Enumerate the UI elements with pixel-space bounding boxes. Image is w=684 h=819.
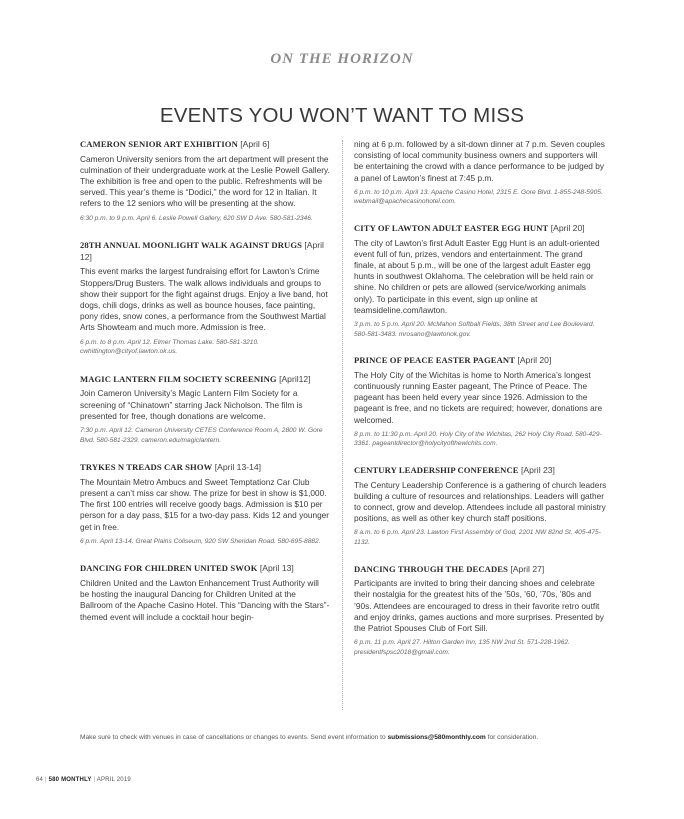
event-description: Participants are invited to bring their dancing shoes and celebrate their nostalgia for the greatest hits of the ’50s, ’60, ’70s, ’80s and ’90s. Attendees are encouraged to dress in their favorite retro outfit and enjoy drinks, games auctions and more surprises. Presented by the Patriot Spouses Club of Fort Sill. (354, 578, 604, 633)
event-dancing-through-the-decades (354, 564, 607, 658)
event-description: The Holy City of the Wichitas is home to North America’s longest continuously running Easter pageant, The Prince of Peace. The pageant has been held every year since 1926. Admission to the pageant is free, and no tickets are required; however, donations are welcomed. (354, 369, 603, 425)
event-description: Cameron University seniors from the art department will present the culmination of their undergraduate work at the Leslie Powell Gallery. The exhibition is free and open to the public. Refreshments will be served. This year’s theme is “Dodici,” the word for 12 in Italian. It refers to the 12 seniors who will be presenting at the show. (80, 153, 330, 209)
page-number: 64 (36, 777, 44, 783)
event-date: [April12] (279, 373, 311, 384)
event-details: 6:30 p.m. to 9 p.m. April 6. Leslie Powell Gallery, 620 SW D Ave. 580-581-2346. (80, 214, 313, 222)
folio-separator: | (93, 777, 96, 783)
event-description: The Century Leadership Conference is a gathering of church leaders building a culture of resources and relationships. Leaders will gather to connect, grow and develop. Attendees include all pastoral ministry positions, as well as other key church staff positions. (354, 479, 607, 524)
magazine-name: 580 MONTHLY (48, 777, 92, 783)
event-details: 6 p.m. 11 p.m. April 27. Hilton Garden Inn, 135 NW 2nd St. 571-228-1962. presidentfspsc2018@gmail.com. (354, 639, 570, 656)
event-trykes-n-treads-car-show (80, 462, 330, 546)
page-folio (36, 777, 131, 783)
issue-date: APRIL 2019 (96, 777, 131, 783)
event-dancing-for-children-continued (354, 139, 607, 207)
events-column-right (354, 139, 607, 673)
event-magic-lantern-screening (80, 374, 330, 445)
event-name: 28TH ANNUAL MOONLIGHT WALK AGAINST DRUGS (80, 240, 302, 251)
event-description: Join Cameron University’s Magic Lantern Film Society for a screening of “Chinatown” starring Jack Nicholson. The film is presented for free, though donations are welcome. (80, 388, 303, 421)
event-name: CAMERON SENIOR ART EXHIBITION (80, 139, 238, 149)
event-date: [April 13] (259, 563, 294, 574)
event-details: 8 p.m. to 11:30 p.m. April 20. Holy City of the Wichitas, 262 Holy City Road. 580-429-3361. pageantdirector@holycityofthewichits.com. (354, 430, 602, 448)
event-date: [April 27] (510, 563, 545, 574)
event-description: The city of Lawton’s first Adult Easter Egg Hunt is an adult-oriented event full of fun, prizes, vendors and entertainment. The grand finale, at about 5 p.m., will be one of the largest adult Easter egg hunts in southwest Oklahoma. The celebration will be held rain or shine. No children or pets are allowed (service/working animals only). To participate in this event, sign up online at teamsideline.com/lawton. (354, 237, 600, 315)
event-details: 7:30 p.m. April 12. Cameron University CETES Conference Room A, 2800 W. Gore Blvd. 580-581-2329. cameron.edu/magiclantern. (80, 427, 323, 444)
event-cameron-senior-art-exhibition (80, 139, 330, 223)
event-details: 6 p.m. to 8 p.m. April 12. Elmer Thomas Lake. 580-581-3210. cwhittington@cityof.lawton.ok.us. (80, 338, 259, 356)
event-details: 8 a.m. to 6 p.m. April 23. Lawton First Assembly of God, 2201 NW 82nd St. 405-475-1132. (354, 529, 601, 546)
event-details: 6 p.m. to 10 p.m. April 13. Apache Casino Hotel, 2315 E. Gore Blvd. 1-855-248-5905. webmail@apachecasinohotel.com. (354, 188, 603, 206)
events-column-left (80, 139, 330, 640)
event-name: PRINCE OF PEACE EASTER PAGEANT (354, 355, 516, 366)
event-date: [April 6] (240, 139, 270, 149)
column-divider (342, 140, 343, 710)
event-description: The Mountain Metro Ambucs and Sweet Temptationz Car Club present a can’t miss car show. The prize for best in show is $1,000. The first 100 entries will receive goody bags. Admission is $10 per person for a day pass, $15 for a two-day pass. Kids 12 and younger get in free. (80, 476, 330, 532)
event-date: [April 20] (550, 223, 585, 233)
page-title: EVENTS YOU WON’T WANT TO MISS (159, 104, 525, 127)
section-kicker: ON THE HORIZON (270, 51, 414, 67)
submission-email[interactable]: submissions@580monthly.com (387, 734, 486, 741)
event-date: [April 12] (80, 240, 324, 262)
event-moonlight-walk (80, 240, 330, 357)
event-name: DANCING FOR CHILDREN UNITED SWOK (80, 563, 258, 574)
event-dancing-for-children-united (80, 563, 330, 622)
event-date: [April 13-14] (214, 462, 262, 473)
submission-note-end: for consideration. (485, 734, 539, 741)
event-date: [April 20] (517, 355, 552, 366)
event-prince-of-peace-pageant (354, 355, 607, 449)
event-adult-easter-egg-hunt (354, 223, 607, 339)
submission-note-text: Make sure to check with venues in case of cancellations or changes to events. Send event information to (80, 734, 388, 741)
folio-separator: | (44, 777, 47, 783)
event-name: MAGIC LANTERN FILM SOCIETY SCREENING (80, 373, 277, 384)
event-description: ning at 6 p.m. followed by a sit-down dinner at 7 p.m. Seven couples consisting of local community business owners and supporters will be entertaining the crowd with a dance performance to be judged by a panel of Lawton’s finest at 7:45 p.m. (354, 139, 605, 183)
event-date: [April 23] (521, 465, 555, 475)
event-name: TRYKES N TREADS CAR SHOW (80, 462, 213, 473)
event-century-leadership-conference (354, 465, 607, 548)
event-name: DANCING THROUGH THE DECADES (354, 563, 508, 574)
event-name: CITY OF LAWTON ADULT EASTER EGG HUNT (354, 223, 549, 233)
event-details: 3 p.m. to 5 p.m. April 20. McMahon Softball Fields, 38th Street and Lee Boulevard. 580-581-3483. mrosano@lawtonok.gov. (354, 321, 595, 338)
event-description: Children United and the Lawton Enhancement Trust Authority will be hosting the inaugural Dancing for Children United at the Ballroom of the Apache Casino Hotel. This “Dancing with the Stars”-themed event will include a cocktail hour begin- (80, 577, 330, 622)
event-details: 6 p.m. April 13-14. Great Plains Coliseum, 920 SW Sheridan Road. 580-695-8882. (80, 537, 321, 545)
event-description: This event marks the largest fundraising effort for Lawton’s Crime Stoppers/Drug Busters. The walk allows individuals and groups to show their support for the fight against drugs. Enjoy a live band, hot dogs, chili dogs, drinks as well as bounce houses, face painting, pony rides, snow cones, a performance from the Southwest Martial Arts Showteam and much more. Admission is free. (80, 266, 328, 333)
event-name: CENTURY LEADERSHIP CONFERENCE (354, 465, 519, 475)
submission-note (80, 734, 610, 741)
